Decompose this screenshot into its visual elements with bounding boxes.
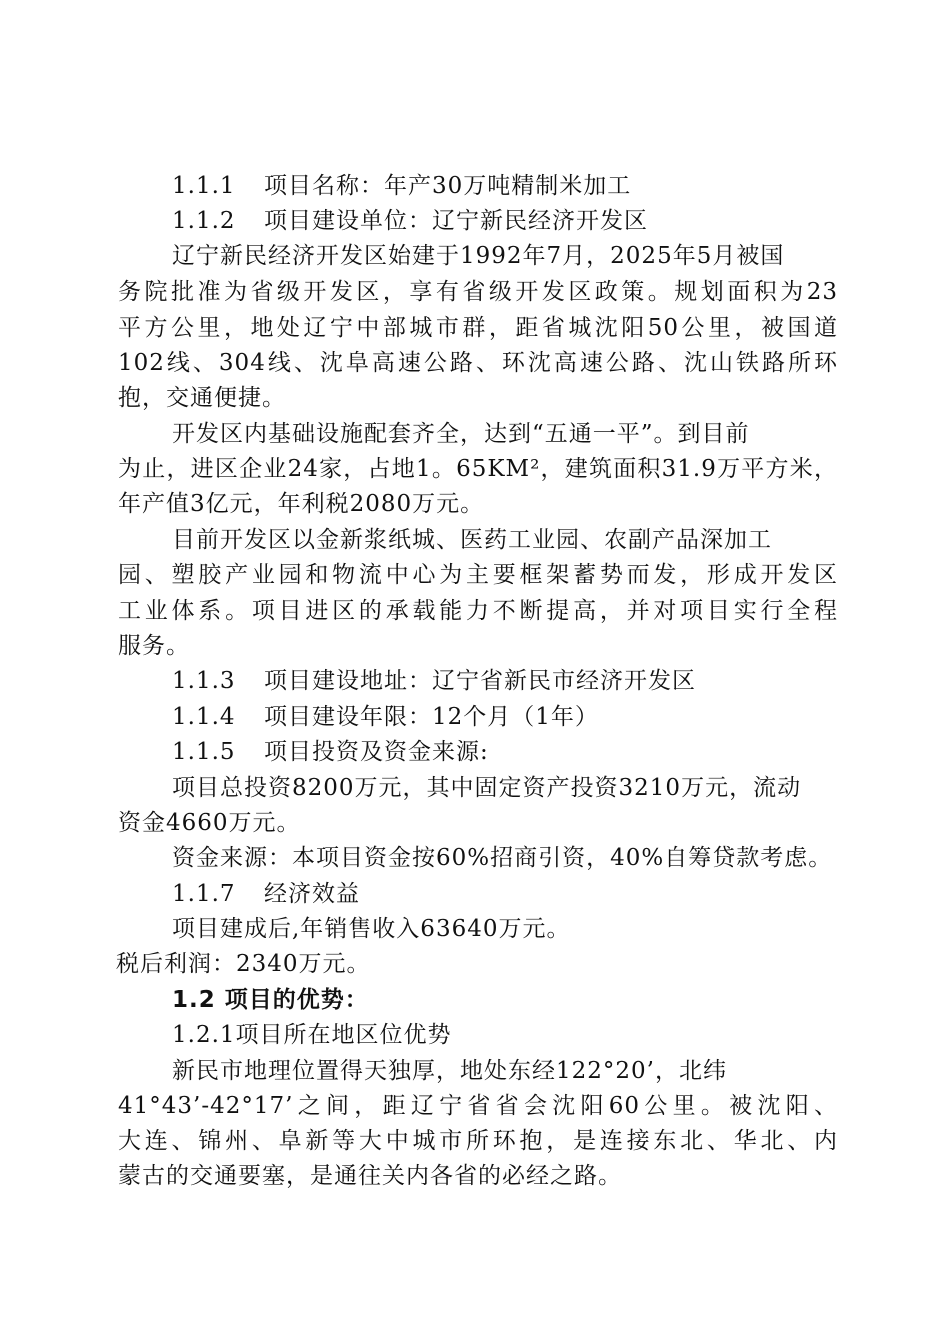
- section-1-1-7: [172, 876, 892, 912]
- industry-line: 目前开发区以金新浆纸城、医药工业园、农副产品深加工: [172, 527, 772, 553]
- section-1-1-2: [172, 203, 892, 239]
- intro-line: 抱，交通便捷。: [118, 385, 286, 411]
- section-1-1-1: [172, 168, 892, 204]
- section-text: 项目建设年限：12个月（1年）: [264, 704, 599, 730]
- section-number: 1.1.2: [172, 208, 236, 234]
- infra-line: 年产值3亿元，年利税2080万元。: [118, 491, 485, 517]
- section-text: 项目名称：年产30万吨精制米加工: [264, 173, 632, 199]
- section-text: 项目建设地址：辽宁省新民市经济开发区: [264, 668, 696, 694]
- section-number: 1.1.5: [172, 739, 236, 765]
- section-text: 项目投资及资金来源:: [264, 739, 489, 765]
- section-1-1-5: [172, 734, 892, 770]
- location-line: 大连、锦州、阜新等大中城市所环抱，是连接东北、华北、内: [118, 1128, 838, 1154]
- section-1-2-1: 1.2.1项目所在地区位优势: [172, 1022, 452, 1048]
- section-number: 1.1.4: [172, 704, 236, 730]
- location-line: 新民市地理位置得天独厚，地处东经122°20’，北纬: [172, 1058, 727, 1084]
- infra-line: 为止，进区企业24家，占地1。65KM²，建筑面积31.9万平方米，: [118, 456, 838, 482]
- section-text: 经济效益: [264, 881, 360, 907]
- section-number: 1.1.1: [172, 173, 236, 199]
- industry-line: 园、塑胶产业园和物流中心为主要框架蓄势而发，形成开发区: [118, 562, 838, 588]
- section-heading-1-2: 1.2 项目的优势：: [172, 987, 369, 1013]
- section-text: 项目建设单位：辽宁新民经济开发区: [264, 208, 648, 234]
- industry-line: 服务。: [118, 633, 190, 659]
- industry-line: 工业体系。项目进区的承载能力不断提高，并对项目实行全程: [118, 598, 838, 624]
- invest-line: 资金4660万元。: [118, 810, 301, 836]
- section-1-1-3: [172, 663, 892, 699]
- intro-line: 务院批准为省级开发区，享有省级开发区政策。规划面积为23: [118, 279, 838, 305]
- location-line: 41°43’-42°17’之间，距辽宁省省会沈阳60公里。被沈阳、: [118, 1093, 838, 1119]
- profit-line: 税后利润：2340万元。: [116, 951, 371, 977]
- intro-line: 平方公里，地处辽宁中部城市群，距省城沈阳50公里，被国道: [118, 315, 838, 341]
- intro-line: 辽宁新民经济开发区始建于1992年7月，2025年5月被国: [172, 243, 785, 269]
- section-1-1-4: [172, 699, 892, 735]
- funding-line: 资金来源：本项目资金按60%招商引资，40%自筹贷款考虑。: [172, 845, 833, 871]
- infra-line: 开发区内基础设施配套齐全，达到“五通一平”。到目前: [172, 421, 750, 447]
- location-line: 蒙古的交通要塞，是通往关内各省的必经之路。: [118, 1163, 622, 1189]
- section-number: 1.1.3: [172, 668, 236, 694]
- revenue-line: 项目建成后,年销售收入63640万元。: [172, 916, 571, 942]
- intro-line: 102线、304线、沈阜高速公路、环沈高速公路、沈山铁路所环: [118, 350, 838, 376]
- section-number: 1.1.7: [172, 881, 236, 907]
- invest-line: 项目总投资8200万元，其中固定资产投资3210万元，流动: [172, 775, 802, 801]
